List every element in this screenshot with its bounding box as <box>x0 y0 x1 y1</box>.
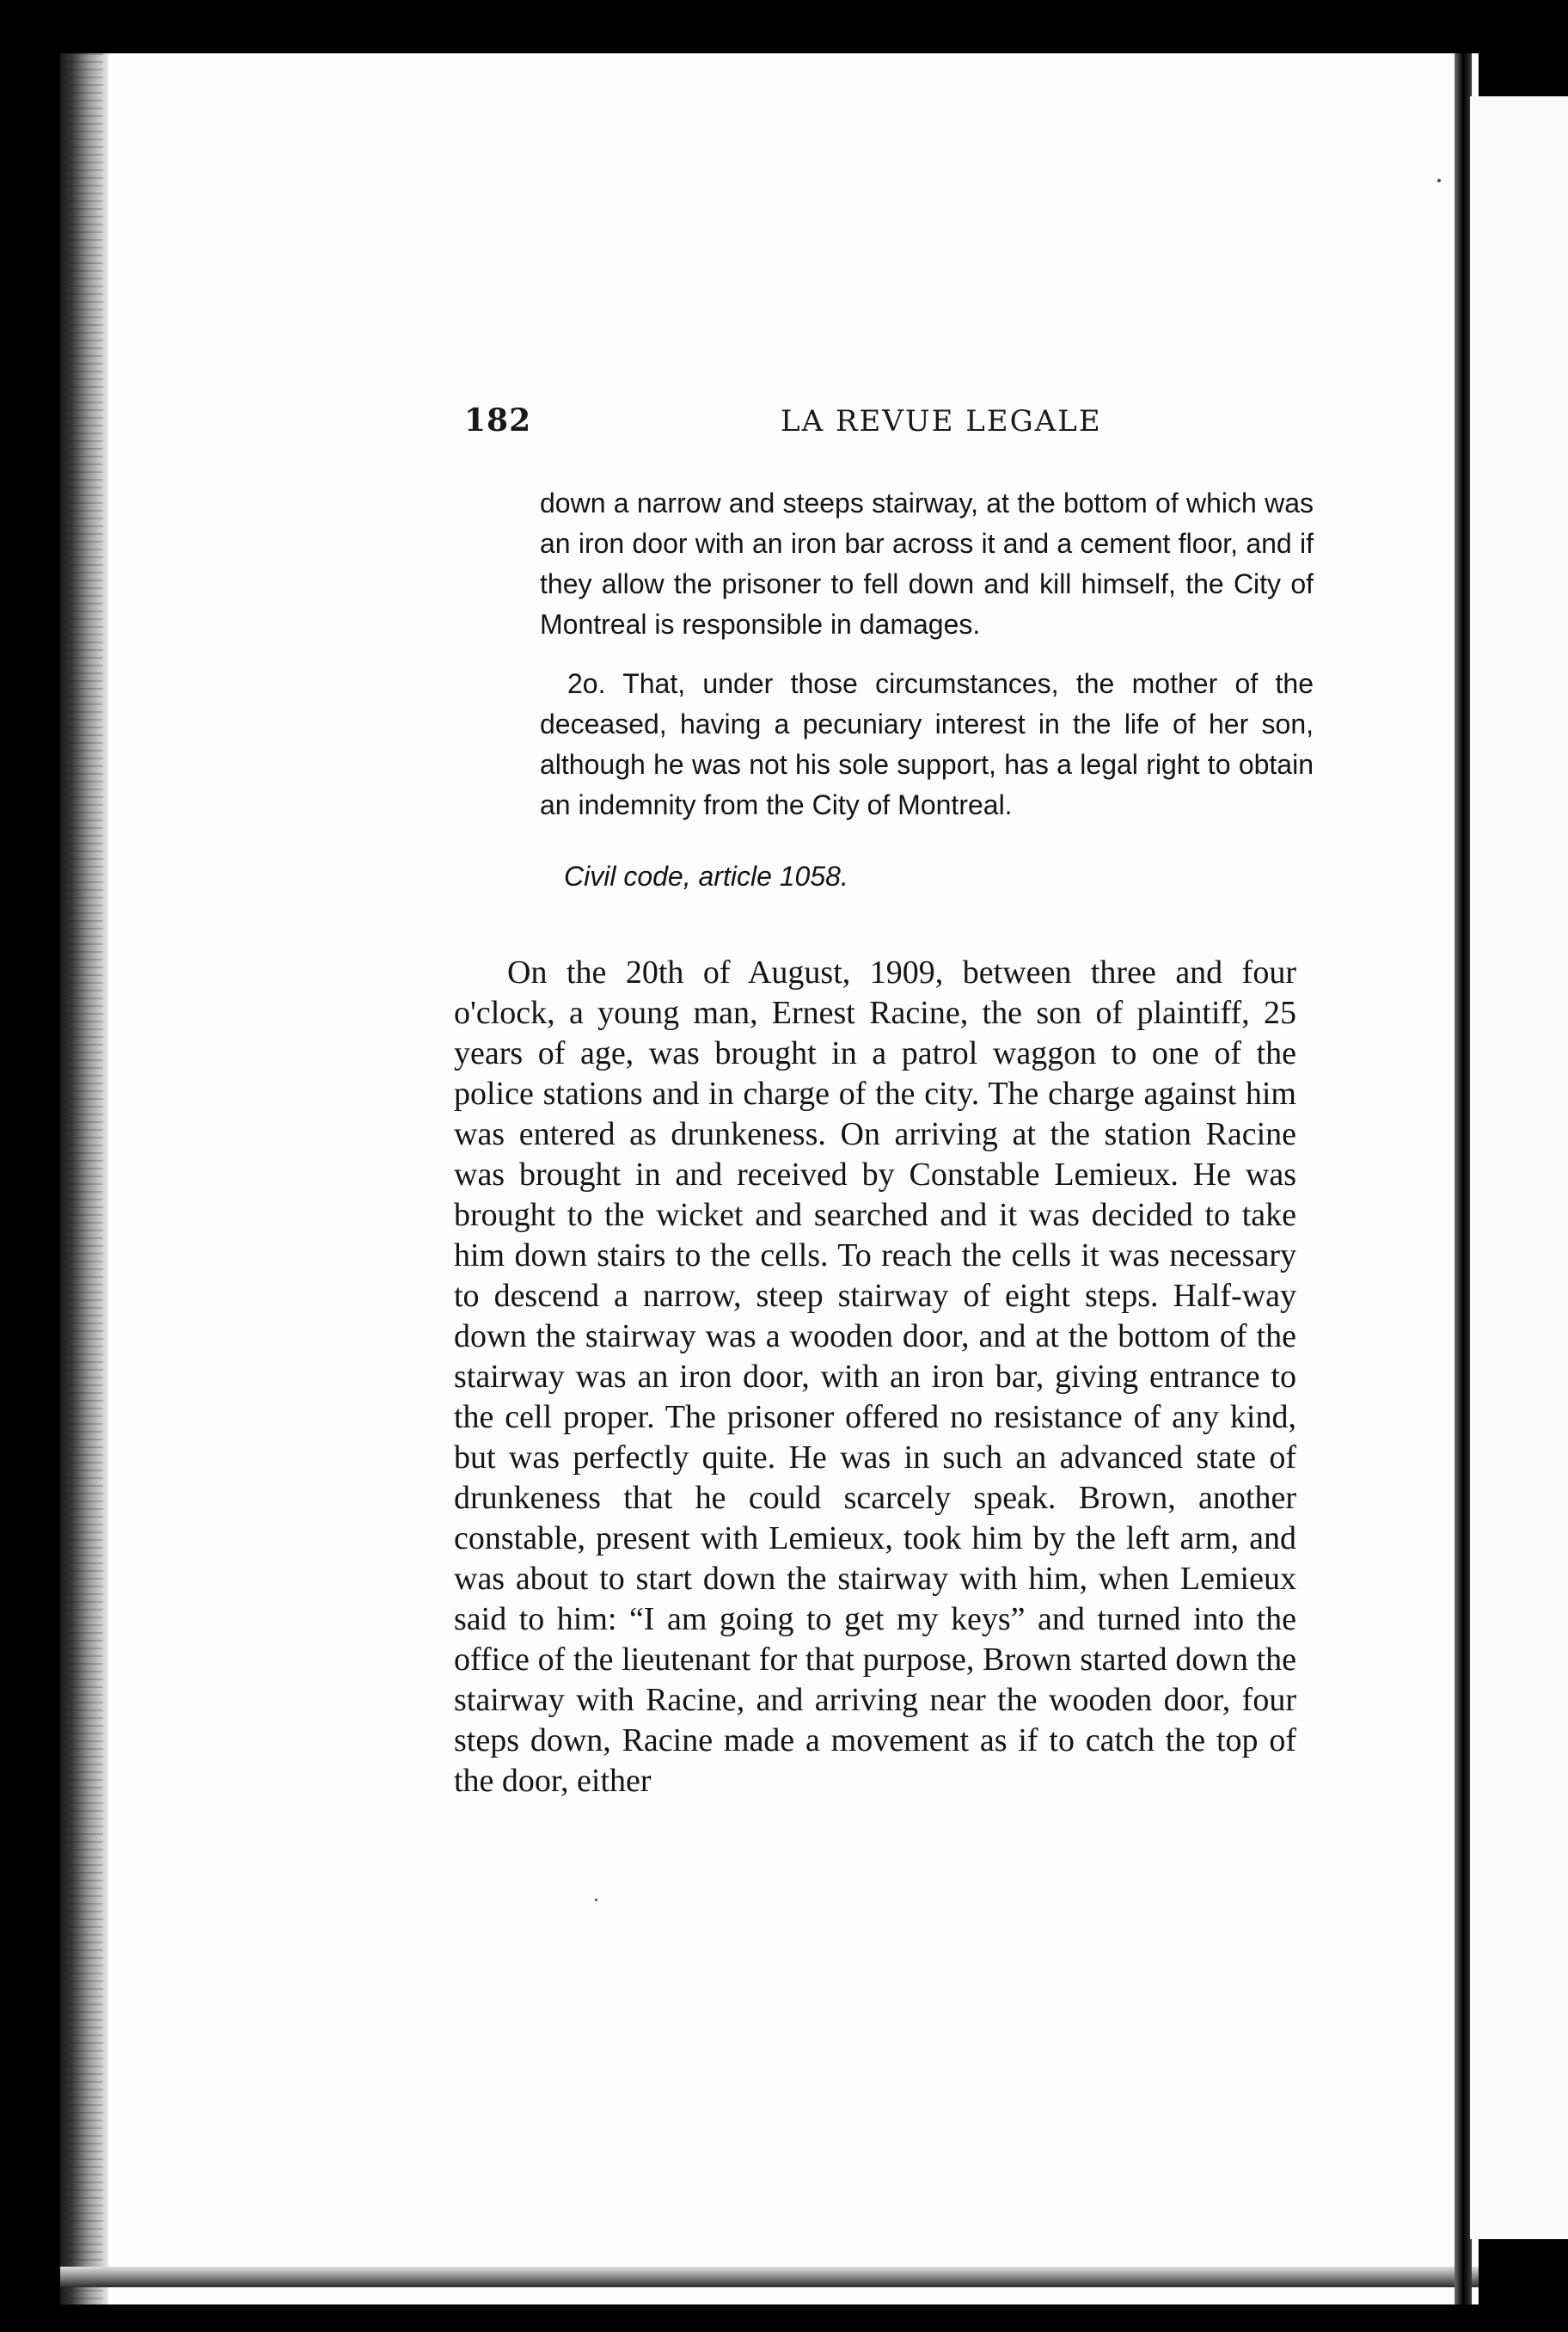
headnote-paragraph: 2o. That, under those circumstances, the mother of the deceased, having a pecuniary interest in the life of her son, although he was not his sole support, has a legal right to obtain an indemnity from the City of Montreal. <box>540 668 1314 820</box>
journal-title: LA REVUE LEGALE <box>781 404 1102 439</box>
headnote-citation: Civil code, article 1058. <box>564 861 848 892</box>
main-text <box>454 953 1296 1801</box>
page-gutter <box>1455 53 1472 2304</box>
binding-texture <box>69 53 103 2304</box>
scan-speck <box>595 1899 597 1901</box>
page-number: 182 <box>464 402 532 439</box>
headnote <box>540 483 1314 897</box>
headnote-paragraph: down a narrow and steeps stairway, at the bottom of which was an iron door with an iron bar across it and a cement floor, and if they allow the prisoner to fell down and kill himself, the City of Montreal is responsible in damages. <box>540 488 1314 640</box>
running-head <box>464 402 1289 454</box>
body-paragraph: On the 20th of August, 1909, between three and four o'clock, a young man, Ernest Racine, the son of plaintiff, 25 years of age, was brought in a patrol waggon to one of the police stations and in charge of the city. The charge against him was entered as drunkeness. On arriving at the station Racine was brought in and received by Constable Lemieux. He was brought to the wicket and searched and it was decided to take him down stairs to the cells. To reach the cells it was necessary to descend a narrow, steep stairway of eight steps. Half-way down the stairway was a wooden door, and at the bottom of the stairway was an iron door, with an iron bar, giving entrance to the cell proper. The prisoner offered no resistance of any kind, but was perfectly quite. He was in such an advanced state of drunkeness that he could scarcely speak. Brown, another constable, present with Lemieux, took him by the left arm, and was about to start down the stairway with him, when Lemieux said to him: “I am going to get my keys” and turned into the office of the lieutenant for that purpose, Brown started down the stairway with Racine, and arriving near the wooden door, four steps down, Racine made a movement as if to catch the top of the door, either <box>454 954 1296 1799</box>
adjacent-page-strip <box>1470 96 1568 2239</box>
page-bottom-edge <box>60 2267 1479 2287</box>
scan-speck <box>1437 179 1441 182</box>
